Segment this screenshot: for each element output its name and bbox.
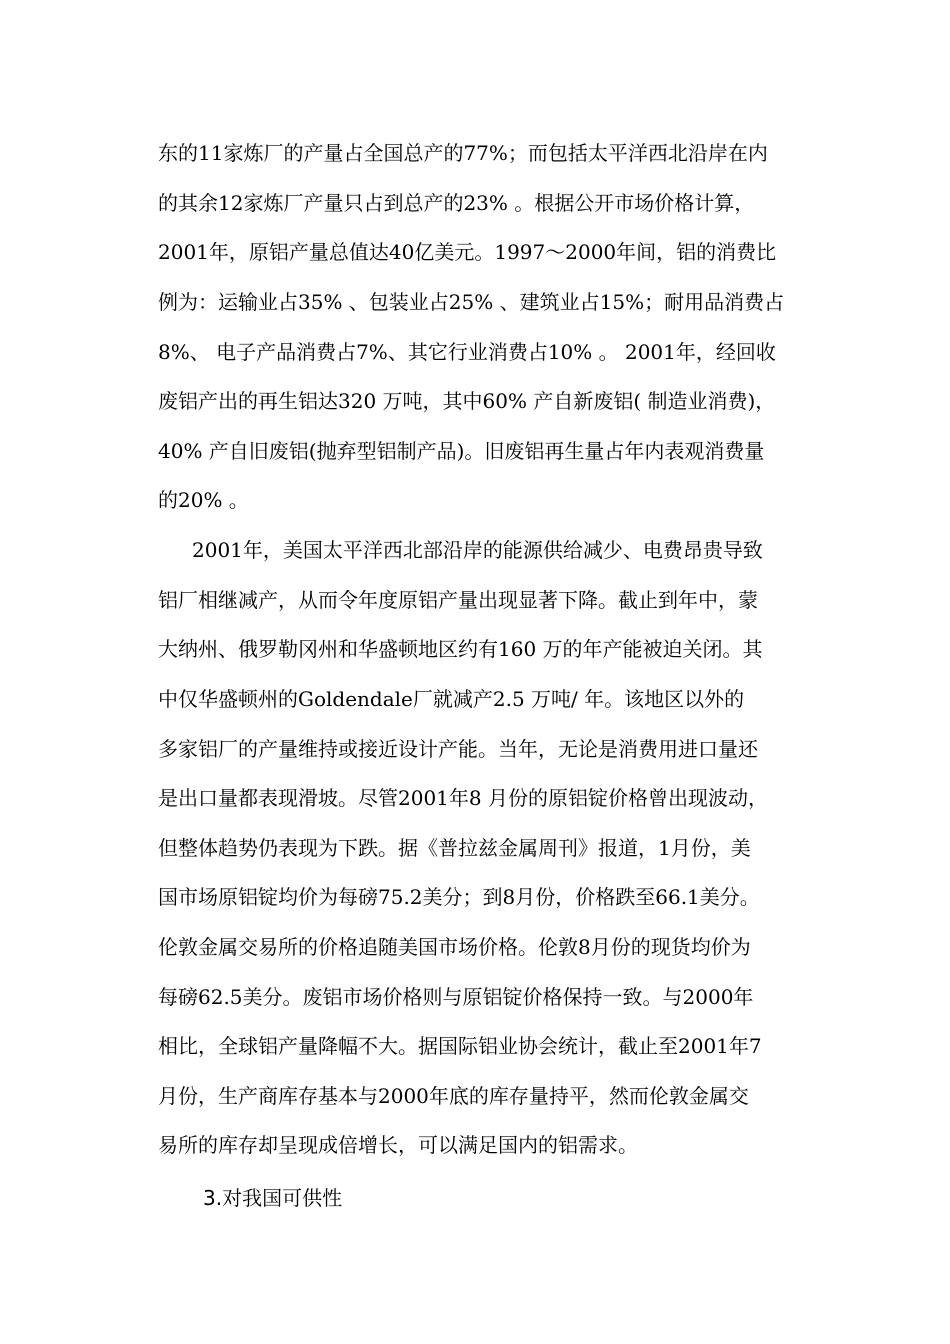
paragraph-2-line-6: 是出口量都表现滑坡。尽管2001年8 月份的原铝锭价格曾出现波动， xyxy=(158,786,768,810)
paragraph-1-line-1: 东的11家炼厂的产量占全国总产的77%；而包括太平洋西北沿岸在内 xyxy=(158,141,768,165)
paragraph-2-line-8: 国市场原铝锭均价为每磅75.2美分；到8月份，价格跌至66.1美分。 xyxy=(158,885,760,909)
paragraph-2-line-4: 中仅华盛顿州的Goldendale厂就减产2.5 万吨/ 年。该地区以外的 xyxy=(158,687,745,711)
paragraph-2-line-12: 月份，生产商库存基本与2000年底的库存量持平，然而伦敦金属交 xyxy=(158,1084,749,1108)
paragraph-1-line-4: 例为：运输业占35% 、包装业占25% 、建筑业占15%；耐用品消费占 xyxy=(158,290,785,314)
paragraph-2-line-9: 伦敦金属交易所的价格追随美国市场价格。伦敦8月份的现货均价为 xyxy=(158,935,751,959)
paragraph-1-line-8: 的20% 。 xyxy=(158,488,249,512)
paragraph-1-line-3: 2001年，原铝产量总值达40亿美元。1997～2000年间，铝的消费比 xyxy=(158,240,777,264)
paragraph-1-line-7: 40% 产自旧废铝(抛弃型铝制产品)。旧废铝再生量占年内表观消费量 xyxy=(158,439,765,463)
section-heading: 3.对我国可供性 xyxy=(203,1186,343,1210)
paragraph-2-line-2: 铝厂相继减产，从而令年度原铝产量出现显著下降。截止到年中，蒙 xyxy=(158,588,758,612)
paragraph-2-line-13: 易所的库存却呈现成倍增长，可以满足国内的铝需求。 xyxy=(158,1133,638,1157)
paragraph-2-line-3: 大纳州、俄罗勒冈州和华盛顿地区约有160 万的年产能被迫关闭。其 xyxy=(158,637,763,661)
paragraph-2-line-1: 2001年，美国太平洋西北部沿岸的能源供给减少、电费昂贵导致 xyxy=(192,538,763,562)
paragraph-2-line-11: 相比，全球铝产量降幅不大。据国际铝业协会统计，截止至2001年7 xyxy=(158,1034,762,1058)
paragraph-2-line-5: 多家铝厂的产量维持或接近设计产能。当年，无论是消费用进口量还 xyxy=(158,737,758,761)
paragraph-1-line-6: 废铝产出的再生铝达320 万吨，其中60% 产自新废铝( 制造业消费)， xyxy=(158,389,776,413)
paragraph-1-line-2: 的其余12家炼厂产量只占到总产的23% 。根据公开市场价格计算， xyxy=(158,191,755,215)
paragraph-2-line-7: 但整体趋势仍表现为下跌。据《普拉兹金属周刊》报道，1月份，美 xyxy=(158,836,751,860)
paragraph-2-line-10: 每磅62.5美分。废铝市场价格则与原铝锭价格保持一致。与2000年 xyxy=(158,985,754,1009)
paragraph-1-line-5: 8%、 电子产品消费占7%、其它行业消费占10% 。 2001年，经回收 xyxy=(158,340,776,364)
